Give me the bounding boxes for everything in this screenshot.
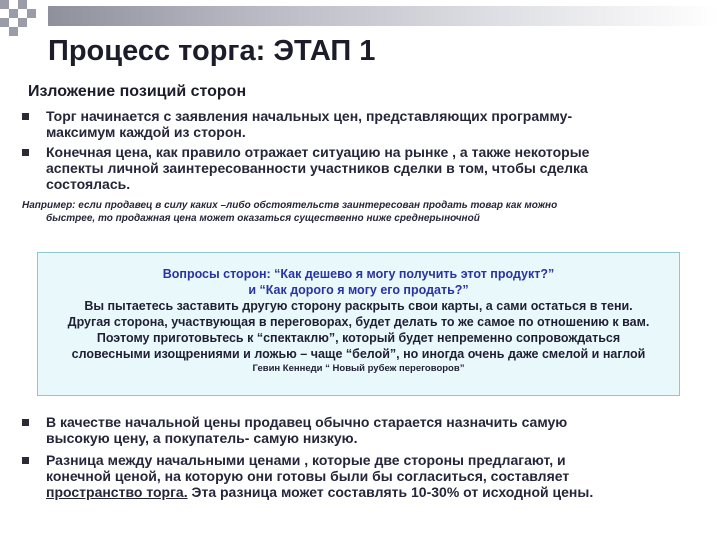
- section-subtitle: Изложение позиций сторон: [28, 83, 247, 100]
- bullet-line: Торг начинается с заявления начальных цен, представляющих программу-: [46, 108, 573, 124]
- quote-line: Поэтому приготовьтесь к “спектаклю”, который будет непременно сопровождаться: [96, 331, 621, 345]
- square-bullet-icon: [22, 149, 29, 156]
- bullet-line: конечной ценой, на которую они готовы были бы согласиться, составляет: [46, 468, 570, 484]
- bullet-line: максимум каждой из сторон.: [46, 124, 246, 140]
- bullet-item: [22, 414, 702, 446]
- page-title: Процесс торга: ЭТАП 1: [48, 35, 376, 67]
- quote-box: [37, 252, 680, 396]
- bullet-line: аспекты личной заинтересованности участников сделки в том, чтобы сделка: [46, 160, 588, 176]
- bullet-item: [22, 452, 702, 500]
- example-note: [22, 199, 700, 225]
- bullet-line: высокую цену, а покупатель- самую низкую.: [46, 430, 358, 446]
- bullet-line: Конечная цена, как правило отражает ситуацию на рынке , а также некоторые: [46, 144, 590, 160]
- bottom-bullet-list: [22, 414, 702, 504]
- bullet-line: состоялась.: [46, 176, 131, 192]
- example-line: быстрее, то продажная цена может оказаться существенно ниже среднерыночной: [46, 213, 480, 224]
- quote-question: и “Как дорого я могу его продать?”: [248, 283, 469, 297]
- bullet-line-rest: Эта разница может составлять 10-30% от исходной цены.: [187, 484, 594, 500]
- header-checker-decoration: [0, 0, 48, 40]
- square-bullet-icon: [22, 419, 29, 426]
- bargaining-space-term: пространство торга.: [46, 484, 188, 500]
- quote-line: словесными изощрениями и ложью – чаще “белой”, но иногда очень даже смелой и наглой: [71, 347, 646, 361]
- bullet-line: Разница между начальными ценами , которые две стороны предлагают, и: [46, 452, 566, 468]
- quote-line: Вы пытаетесь заставить другую сторону раскрыть свои карты, а сами остаться в тени.: [84, 299, 633, 313]
- bullet-item: [22, 144, 702, 192]
- bullet-line: В качестве начальной цены продавец обычно старается назначить самую: [46, 414, 568, 430]
- bullet-line: [46, 484, 702, 500]
- quote-line: Другая сторона, участвующая в переговорах, будет делать то же самое по отношению к вам.: [67, 315, 650, 329]
- square-bullet-icon: [22, 457, 29, 464]
- quote-question: Вопросы сторон: “Как дешево я могу получить этот продукт?”: [162, 267, 555, 281]
- quote-author: Гевин Кеннеди “ Новый рубеж переговоров”: [252, 363, 465, 374]
- top-bullet-list: [22, 108, 702, 196]
- square-bullet-icon: [22, 113, 29, 120]
- example-line: Например: если продавец в силу каких –либо обстоятельств заинтересован продать товар как можно: [22, 200, 558, 211]
- header-gradient-band: [48, 6, 720, 26]
- bullet-item: [22, 108, 702, 140]
